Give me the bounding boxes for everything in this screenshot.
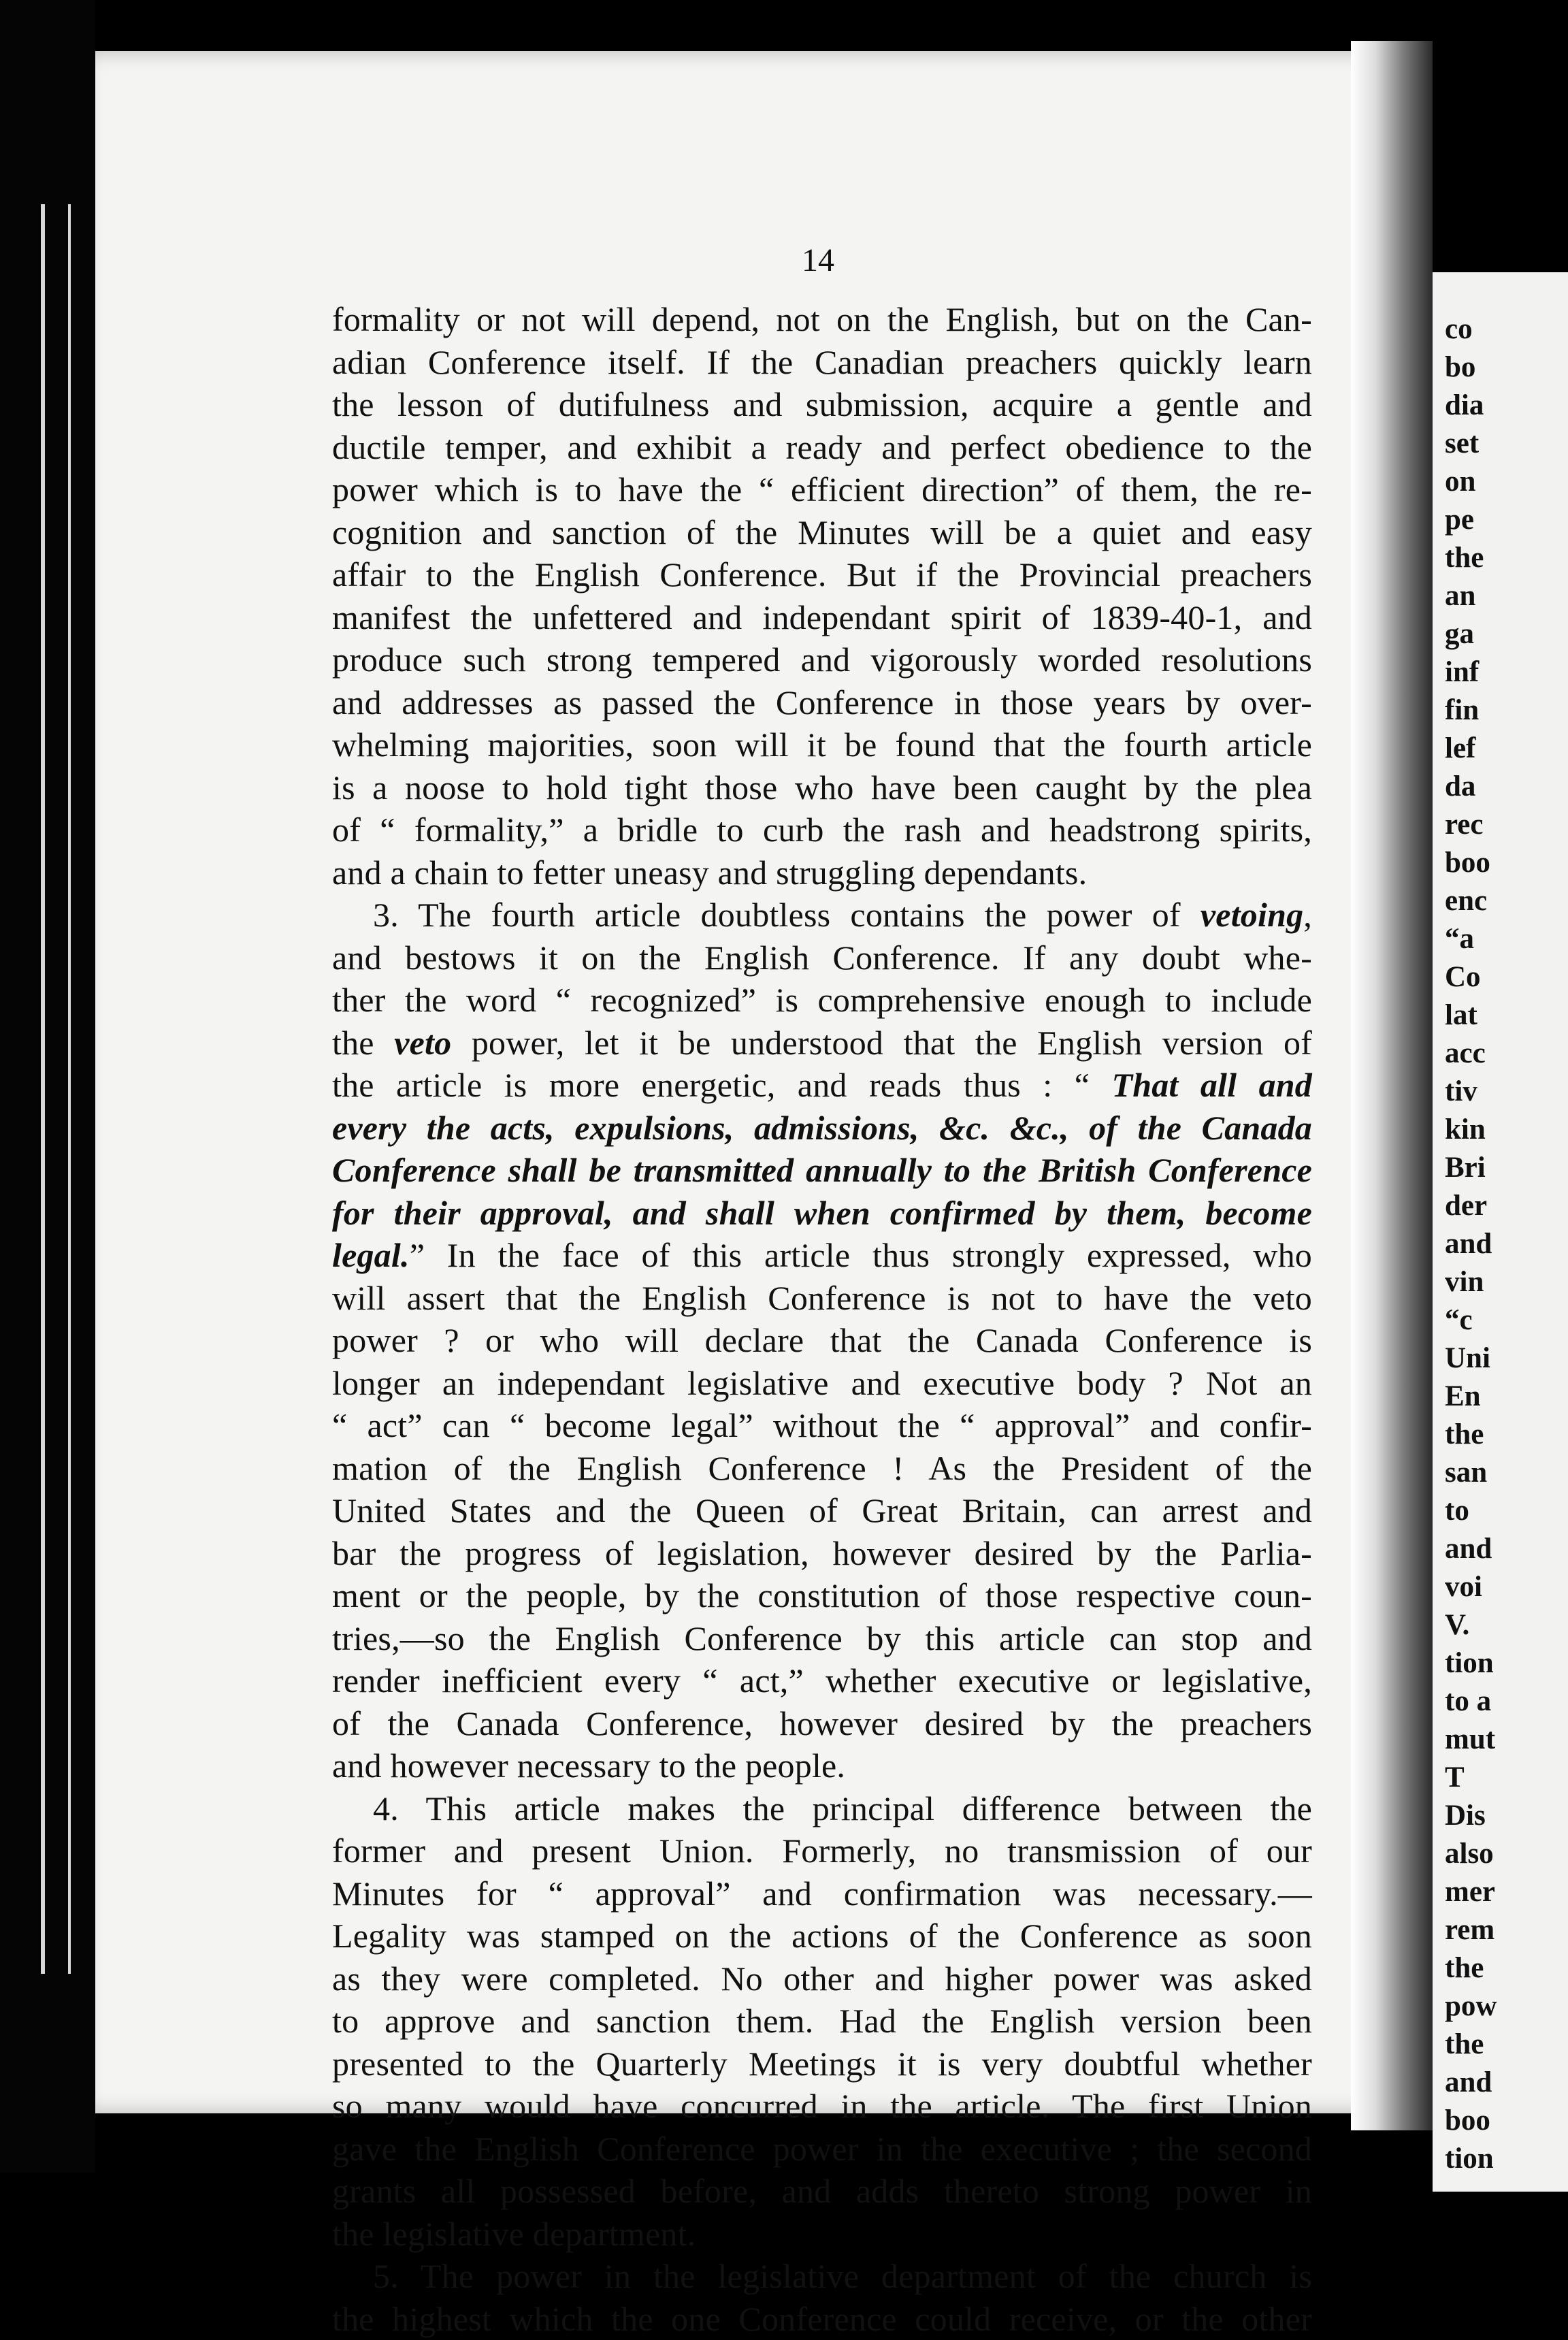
adjacent-page-fragment: Uni — [1445, 1339, 1490, 1378]
adjacent-page-fragment: and — [1445, 2063, 1492, 2102]
text-line — [332, 809, 1312, 851]
text-line — [332, 596, 1312, 639]
text-run: mation of the English Conference ! As the President of the — [332, 1449, 1312, 1487]
adjacent-page-fragment: fin — [1445, 691, 1479, 730]
text-line — [332, 1830, 1312, 1872]
adjacent-page-fragment: pe — [1445, 500, 1474, 539]
text-line — [332, 511, 1312, 554]
text-line — [332, 1489, 1312, 1532]
adjacent-page-fragment: mut — [1445, 1720, 1495, 1759]
gutter-stripe — [68, 204, 71, 1974]
page-fold-shadow — [1351, 41, 1433, 2130]
adjacent-page-fragment: bo — [1445, 348, 1475, 387]
adjacent-page-fragment: vin — [1445, 1263, 1484, 1301]
adjacent-page-fragment: tion — [1445, 1644, 1494, 1683]
text-line — [332, 851, 1312, 894]
adjacent-page-fragment: enc — [1445, 881, 1487, 920]
adjacent-page-fragment: inf — [1445, 653, 1479, 692]
adjacent-page-fragment: the — [1445, 2025, 1484, 2064]
text-line — [332, 1915, 1312, 1957]
text-run: cognition and sanction of the Minutes will be a quiet and easy — [332, 513, 1312, 551]
adjacent-page-fragment: and — [1445, 1224, 1492, 1263]
italic-text: Conference shall be transmitted annually to the British Conference — [332, 1151, 1312, 1189]
text-run: bar the progress of legislation, however desired by the Parlia- — [332, 1534, 1312, 1572]
text-run: Legality was stamped on the actions of the Conference as soon — [332, 1917, 1312, 1955]
text-run: ductile temper, and exhibit a ready and perfect obedience to the — [332, 428, 1312, 466]
text-line — [332, 1659, 1312, 1702]
text-line — [332, 766, 1312, 809]
text-line — [332, 1192, 1312, 1235]
text-run: power ? or who will declare that the Canada Conference is — [332, 1321, 1312, 1359]
text-line — [332, 298, 1312, 341]
adjacent-page — [1433, 272, 1568, 2192]
text-run: render inefficient every “ act,” whether executive or legislative, — [332, 1661, 1312, 1700]
text-line — [332, 426, 1312, 469]
adjacent-page-fragment: the — [1445, 538, 1484, 577]
adjacent-page-fragment: the — [1445, 1949, 1484, 1987]
text-line — [332, 937, 1312, 979]
adjacent-page-fragment: “c — [1445, 1301, 1473, 1339]
adjacent-page-fragment: san — [1445, 1453, 1487, 1492]
text-line — [332, 1744, 1312, 1787]
text-run: so many would have concurred in the article. The first Union — [332, 2087, 1312, 2125]
text-line — [332, 1404, 1312, 1447]
gutter-stripe — [41, 204, 45, 1974]
left-film-gutter — [0, 0, 95, 2173]
text-run: ” In the face of this article thus strongly expressed, who — [410, 1236, 1312, 1274]
text-line — [332, 1574, 1312, 1617]
adjacent-page-fragment: dia — [1445, 386, 1484, 425]
text-line — [332, 1319, 1312, 1362]
italic-text: legal. — [332, 1236, 410, 1274]
text-run: will assert that the English Conference is not to have the veto — [332, 1279, 1312, 1317]
text-run: , — [1303, 896, 1312, 934]
adjacent-page-fragment: ga — [1445, 615, 1474, 653]
text-line — [332, 1702, 1312, 1745]
adjacent-page-fragment: lat — [1445, 996, 1477, 1035]
text-run: 3. The fourth article doubtless contains the power of — [373, 896, 1200, 934]
italic-text: veto — [394, 1024, 451, 1062]
text-run: power, let it be understood that the English version of — [451, 1024, 1312, 1062]
italic-text: every the acts, expulsions, admissions, &c. &c., of the Canada — [332, 1109, 1312, 1147]
text-run: grants all possessed before, and adds thereto strong power in — [332, 2172, 1312, 2210]
adjacent-page-fragment: der — [1445, 1186, 1487, 1225]
text-line — [332, 2213, 1312, 2256]
text-run: and bestows it on the English Conference. If any doubt whe- — [332, 939, 1312, 977]
text-line — [332, 1957, 1312, 2000]
text-run: and however necessary to the people. — [332, 1746, 845, 1785]
text-line — [332, 1872, 1312, 1915]
text-run: former and present Union. Formerly, no transmission of our — [332, 1832, 1312, 1870]
adjacent-page-fragment: an — [1445, 576, 1475, 615]
adjacent-page-fragment: En — [1445, 1377, 1481, 1416]
text-run: produce such strong tempered and vigorously worded resolutions — [332, 640, 1312, 679]
text-run: the highest which the one Conference could receive, or the other — [332, 2300, 1312, 2338]
adjacent-page-fragment: also — [1445, 1834, 1494, 1873]
italic-text: That all and — [1111, 1066, 1312, 1104]
text-run: the legislative department. — [332, 2215, 696, 2253]
adjacent-page-fragment: on — [1445, 462, 1475, 501]
adjacent-page-fragment: tion — [1445, 2139, 1494, 2178]
text-line — [332, 1234, 1312, 1277]
text-line — [332, 2128, 1312, 2171]
text-line — [332, 468, 1312, 511]
text-line — [332, 1022, 1312, 1065]
adjacent-page-fragment: set — [1445, 424, 1479, 463]
text-line — [332, 1277, 1312, 1320]
adjacent-page-fragment: and — [1445, 1529, 1492, 1568]
text-run: tries,—so the English Conference by this article can stop and — [332, 1619, 1312, 1657]
italic-text: for their approval, and shall when confirmed by them, become — [332, 1194, 1312, 1232]
text-run: longer an independant legislative and executive body ? Not an — [332, 1364, 1312, 1402]
text-line — [332, 2298, 1312, 2340]
text-run: the — [332, 1024, 394, 1062]
text-run: formality or not will depend, not on the English, but on the Can- — [332, 300, 1312, 338]
adjacent-page-fragment: pow — [1445, 1987, 1497, 2026]
adjacent-page-fragment: rem — [1445, 1911, 1494, 1949]
text-line — [332, 979, 1312, 1022]
text-run: is a noose to hold tight those who have been caught by the plea — [332, 768, 1312, 807]
adjacent-page-fragment: co — [1445, 310, 1473, 348]
text-run: affair to the English Conference. But if the Provincial preachers — [332, 555, 1312, 594]
text-run: the article is more energetic, and reads thus : “ — [332, 1066, 1111, 1104]
adjacent-page-fragment: T — [1445, 1758, 1465, 1797]
text-run: manifest the unfettered and independant spirit of 1839-40-1, and — [332, 598, 1312, 636]
text-line — [332, 341, 1312, 384]
text-run: the lesson of dutifulness and submission, acquire a gentle and — [332, 385, 1312, 423]
text-run: and addresses as passed the Conference in those years by over- — [332, 683, 1312, 721]
text-run: adian Conference itself. If the Canadian preachers quickly learn — [332, 343, 1312, 381]
adjacent-page-fragment: the — [1445, 1415, 1484, 1454]
adjacent-page-fragment: lef — [1445, 729, 1475, 768]
adjacent-page-fragment: rec — [1445, 805, 1483, 844]
adjacent-page-fragment: V. — [1445, 1606, 1469, 1644]
text-run: of “ formality,” a bridle to curb the rash and headstrong spirits, — [332, 811, 1312, 849]
text-line — [332, 383, 1312, 426]
text-run: “ act” can “ become legal” without the “ approval” and confir- — [332, 1406, 1312, 1444]
adjacent-page-fragment: to — [1445, 1491, 1469, 1530]
text-line — [332, 2255, 1312, 2298]
text-line — [332, 2085, 1312, 2128]
italic-text: vetoing — [1200, 896, 1303, 934]
adjacent-page-fragment: Dis — [1445, 1796, 1486, 1835]
body-text — [332, 298, 1312, 2340]
text-line — [332, 553, 1312, 596]
text-run: to approve and sanction them. Had the English version been — [332, 2002, 1312, 2040]
text-line — [332, 1064, 1312, 1107]
text-line — [332, 638, 1312, 681]
adjacent-page-fragment: tiv — [1445, 1072, 1477, 1111]
adjacent-page-fragment: boo — [1445, 843, 1490, 882]
text-line — [332, 1447, 1312, 1490]
text-line — [332, 1787, 1312, 1830]
adjacent-page-fragment: da — [1445, 767, 1475, 806]
text-run: ther the word “ recognized” is comprehensive enough to include — [332, 981, 1312, 1019]
adjacent-page-fragment: kin — [1445, 1110, 1486, 1149]
adjacent-page-fragment: to a — [1445, 1682, 1491, 1721]
text-run: power which is to have the “ efficient direction” of them, the re- — [332, 470, 1312, 508]
text-run: Minutes for “ approval” and confirmation was necessary.— — [332, 1874, 1312, 1913]
text-line — [332, 1617, 1312, 1660]
text-line — [332, 2000, 1312, 2043]
adjacent-page-fragment: “a — [1445, 920, 1474, 958]
text-line — [332, 2170, 1312, 2213]
text-run: United States and the Queen of Great Britain, can arrest and — [332, 1491, 1312, 1529]
adjacent-page-fragment: mer — [1445, 1872, 1495, 1911]
text-run: whelming majorities, soon will it be found that the fourth article — [332, 726, 1312, 764]
adjacent-page-fragment: Co — [1445, 958, 1481, 996]
text-line — [332, 1532, 1312, 1575]
text-run: ment or the people, by the constitution of those respective coun- — [332, 1576, 1312, 1614]
text-line — [332, 894, 1312, 937]
text-line — [332, 1362, 1312, 1405]
adjacent-page-fragment: Bri — [1445, 1148, 1486, 1187]
text-line — [332, 1149, 1312, 1192]
text-run: of the Canada Conference, however desired by the preachers — [332, 1704, 1312, 1742]
text-run: presented to the Quarterly Meetings it is very doubtful whether — [332, 2045, 1312, 2083]
text-line — [332, 724, 1312, 766]
text-run: gave the English Conference power in the executive ; the second — [332, 2130, 1312, 2168]
adjacent-page-fragment: acc — [1445, 1034, 1486, 1073]
adjacent-page-fragment: voi — [1445, 1567, 1482, 1606]
text-line — [332, 681, 1312, 724]
text-run: 4. This article makes the principal difference between the — [373, 1789, 1312, 1827]
text-line — [332, 2043, 1312, 2085]
text-run: and a chain to fetter uneasy and struggling dependants. — [332, 854, 1087, 892]
page-number: 14 — [802, 242, 834, 279]
text-run: 5. The power in the legislative department of the church is — [373, 2257, 1312, 2295]
text-line — [332, 1107, 1312, 1150]
adjacent-page-fragment: boo — [1445, 2101, 1490, 2140]
text-run: as they were completed. No other and higher power was asked — [332, 1960, 1312, 1998]
